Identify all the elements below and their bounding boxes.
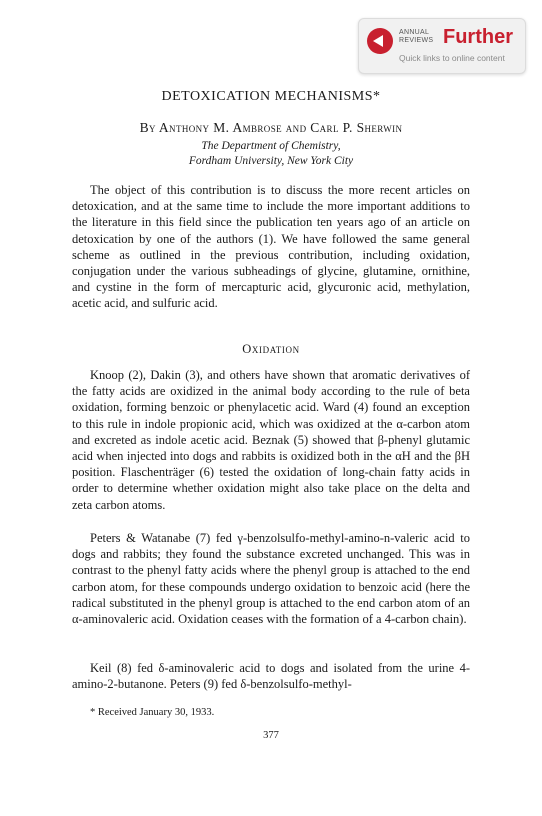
brand-name [399,29,433,45]
article-authors: By Anthony M. Ambrose and Carl P. Sherwin [139,120,403,135]
article-title: DETOXICATION MECHANISMS* [161,89,381,104]
further-subtitle: Quick links to online content [399,53,505,63]
footnote: * Received January 30, 1933. [90,707,215,718]
affiliation-line-2: Fordham University, New York City [188,155,354,167]
page-number: 377 [263,730,279,741]
brand-line-1: ANNUAL [399,29,430,36]
further-label: Further [443,26,513,48]
further-links-banner[interactable] [358,18,526,74]
section-heading-oxidation: Oxidation [242,342,300,356]
oxidation-paragraph-2: Peters & Watanabe (7) fed γ-benzolsulfo-methyl-amino-n-valeric acid to dogs and rabbits; they found the substance excreted unchanged. This was in contrast to the phenyl fatty acids where the phenyl group is attached to the end carbon atom, for these compounds undergo oxidation to benzoic acid (here the radical substituted in the phenyl group is attached to the end carbon atom of an α-aminovaleric acid. Oxidation ceases with the formation of a 4-carbon chain). [72,531,470,627]
brand-line-2: REVIEWS [399,37,434,44]
oxidation-paragraph-1: Knoop (2), Dakin (3), and others have shown that aromatic derivatives of the fatty acids are oxidized in the animal body according to the rule of beta oxidation, forming benzoic or phenylacetic acid. Ward (4) found an exception to this rule in indole propionic acid, which was oxidized at the α-carbon atom and excreted as indole acetic acid. Beznak (5) showed that β-phenyl glutamic acid when injected into dogs and rabbits is oxidized both in the αH and the βH position. Flaschenträger (6) tested the oxidation of long-chain fatty acids in order to determine whether oxidation might also take place on the delta and zeta carbon atoms. [72,368,470,512]
oxidation-paragraph-3: Keil (8) fed δ-aminovaleric acid to dogs and isolated from the urine 4-amino-2-butanone. Peters (9) fed δ-benzolsulfo-methyl- [72,661,470,692]
affiliation-line-1: The Department of Chemistry, [201,140,341,152]
annual-reviews-logo-icon [367,28,393,54]
intro-paragraph: The object of this contribution is to discuss the more recent articles on detoxication, and at the same time to include the more important additions to the literature in this field since the publication ten years ago of an article on detoxication by one of the authors (1). We have followed the same general scheme as outlined in the previous contribution, including oxidation, conjugation under the various subheadings of glycine, glutamine, ornithine, and cystine in the form of mercapturic acid, glycuronic acid, methylation, acetic acid, and sulfuric acid. [72,183,470,311]
